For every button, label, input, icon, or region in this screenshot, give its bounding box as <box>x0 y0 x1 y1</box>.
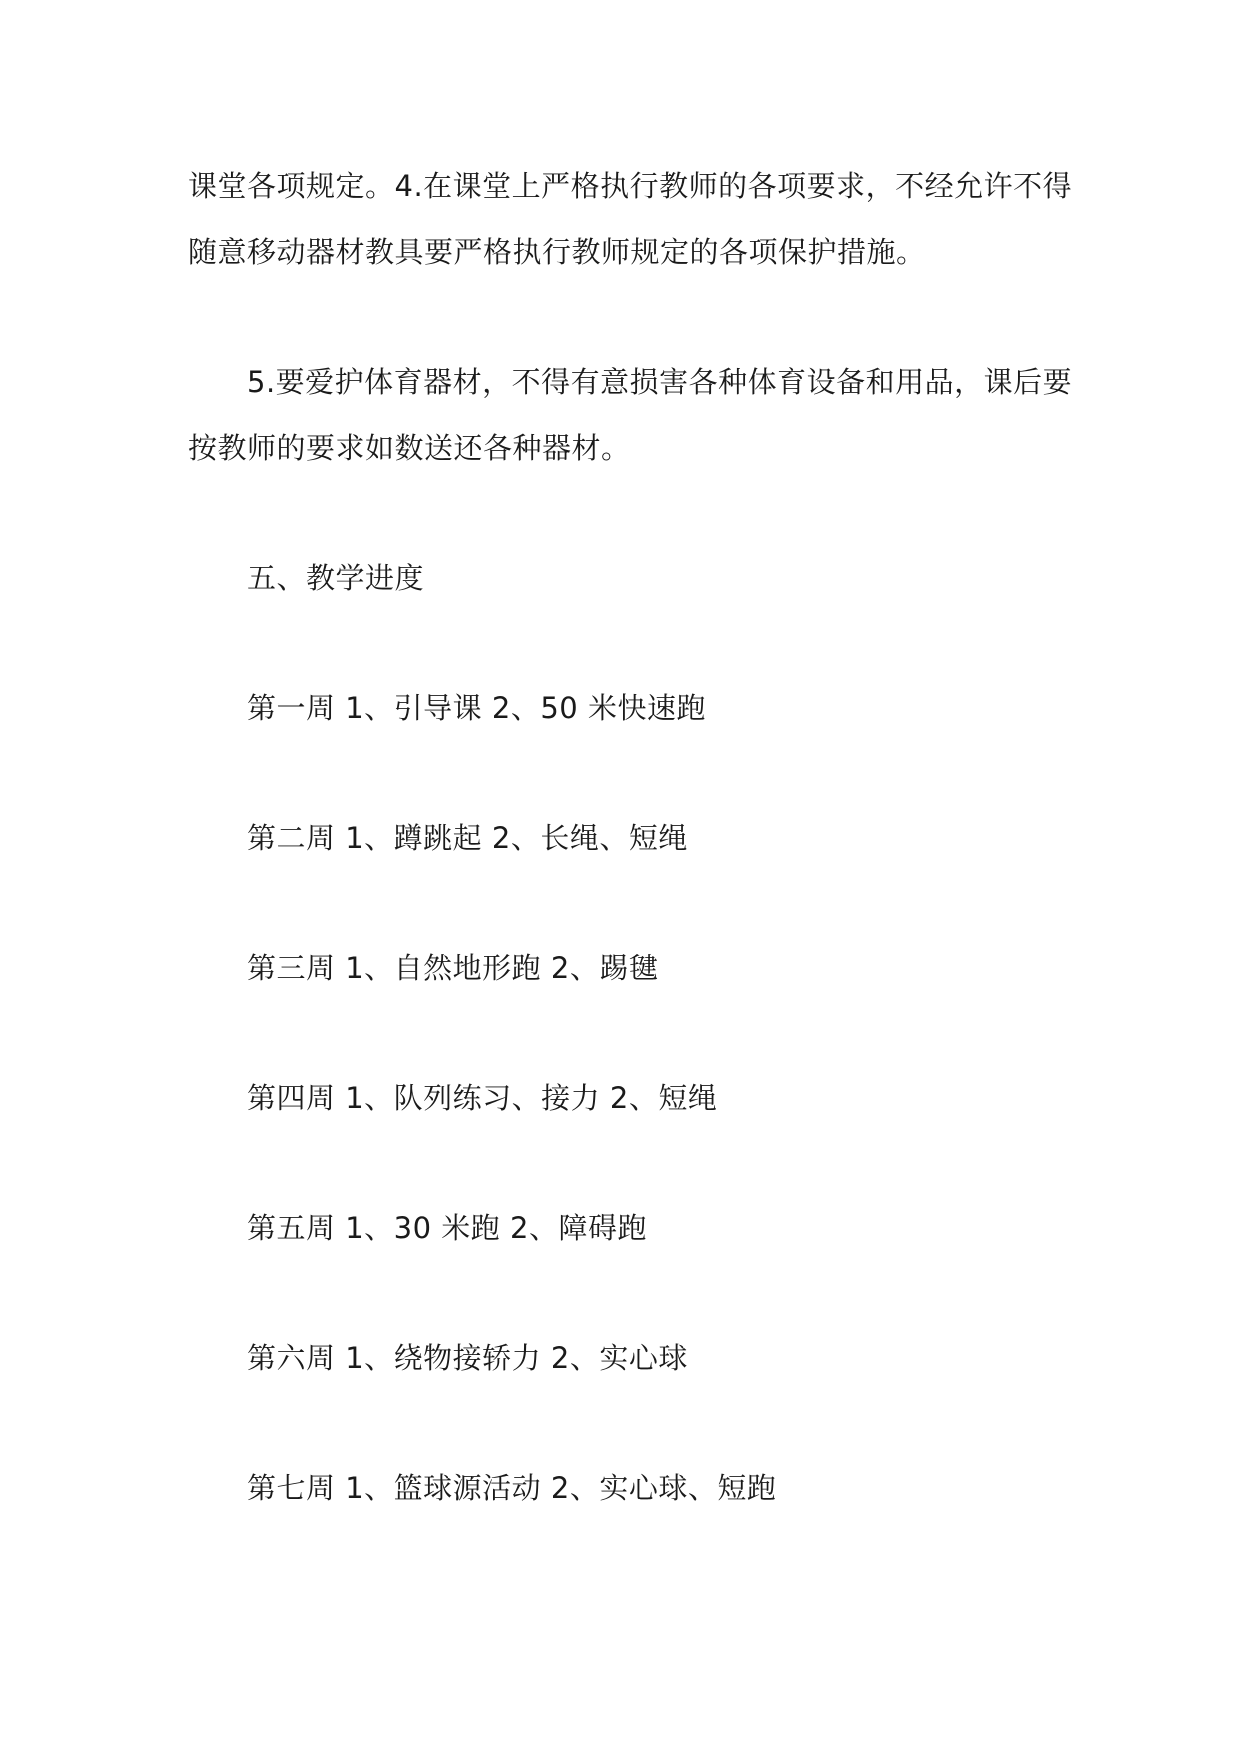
paragraph-rules-line-1: 课堂各项规定。4.在课堂上严格执行教师的各项要求，不经允许不得 <box>188 169 1073 203</box>
schedule-week-7: 第七周 1、篮球源活动 2、实心球、短跑 <box>247 1471 777 1505</box>
schedule-week-4: 第四周 1、队列练习、接力 2、短绳 <box>247 1081 718 1115</box>
schedule-week-1: 第一周 1、引导课 2、50 米快速跑 <box>247 691 706 725</box>
schedule-week-3: 第三周 1、自然地形跑 2、踢毽 <box>247 951 659 985</box>
paragraph-equipment-line-1: 5.要爱护体育器材，不得有意损害各种体育设备和用品，课后要 <box>247 365 1073 399</box>
schedule-week-6: 第六周 1、绕物接轿力 2、实心球 <box>247 1341 688 1375</box>
schedule-week-5: 第五周 1、30 米跑 2、障碍跑 <box>247 1211 647 1245</box>
paragraph-rules-line-2: 随意移动器材教具要严格执行教师规定的各项保护措施。 <box>188 235 926 269</box>
section-heading: 五、教学进度 <box>247 561 425 595</box>
schedule-week-2: 第二周 1、蹲跳起 2、长绳、短绳 <box>247 821 688 855</box>
paragraph-equipment-line-2: 按教师的要求如数送还各种器材。 <box>188 431 631 465</box>
